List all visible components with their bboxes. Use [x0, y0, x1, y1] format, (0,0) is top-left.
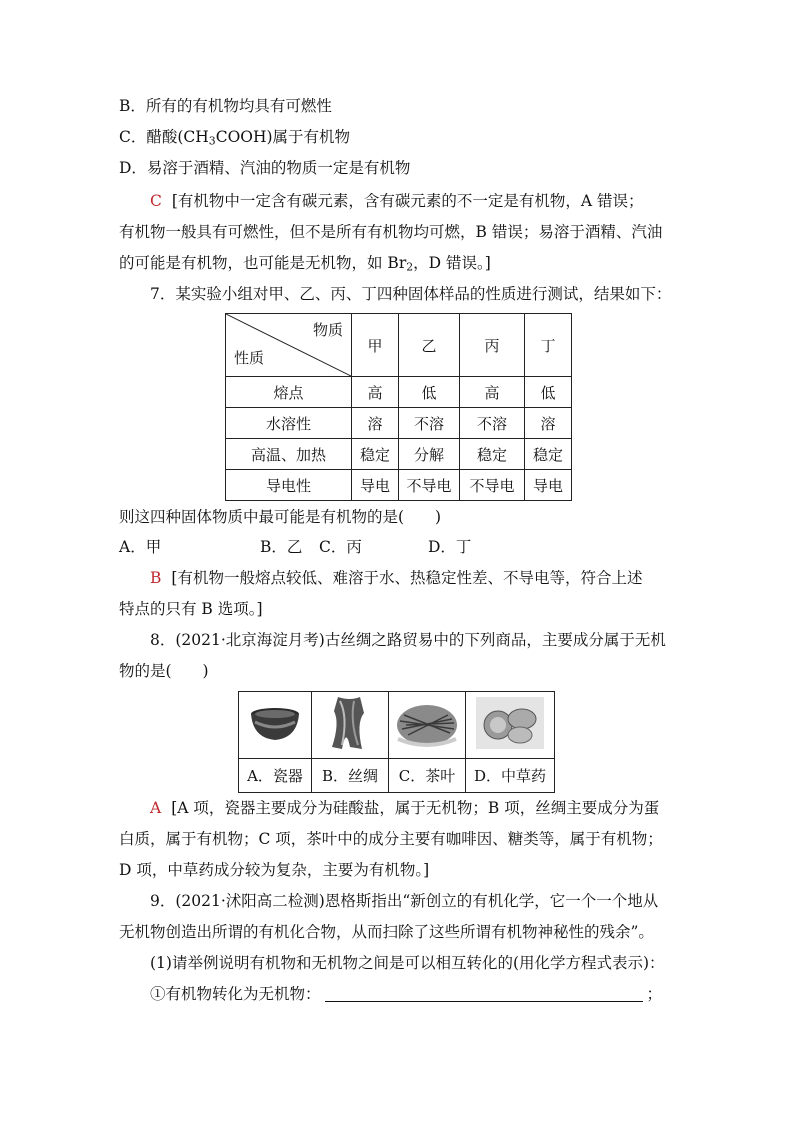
q9-subquestion-2: ①有机物转化为无机物： ；: [150, 985, 663, 1003]
q9-subquestion-1: (1)请举例说明有机物和无机物之间是可以相互转化的(用化学方程式表示)：: [150, 954, 665, 972]
row-label: 水溶性: [226, 408, 352, 439]
table-cell: 低: [525, 377, 572, 408]
table-cell: 溶: [525, 408, 572, 439]
table-cell: 不导电: [460, 470, 525, 501]
q6-explanation-3: 的可能是有机物，也可能是无机物，如 $Br_2$，D 错误。]: [119, 254, 491, 274]
q8-stem-2: 物的是( ): [119, 662, 209, 680]
table-cell: 高: [460, 377, 525, 408]
q6-option-d: D．易溶于酒精、汽油的物质一定是有机物: [119, 159, 411, 177]
q7-explanation-1: B [有机物一般熔点较低、难溶于水、热稳定性差、不导电等，符合上述: [150, 569, 643, 587]
table-cell: 导电: [525, 470, 572, 501]
table-cell: 稳定: [525, 439, 572, 470]
q9-stem-1: 9．(2021·沭阳高二检测)恩格斯指出“新创立的有机化学，它一个一个地从: [150, 892, 659, 910]
table-cell: 高: [352, 377, 399, 408]
table-cell: 导电: [352, 470, 399, 501]
table-corner: [226, 314, 352, 377]
q6-option-b: B．所有的有机物均具有可燃性: [119, 97, 332, 115]
q9-stem-2: 无机物创造出所谓的有机化合物，从而扫除了这些所谓有机物神秘性的残余”。: [119, 923, 654, 941]
option-caption: C．茶叶: [389, 759, 466, 793]
column-header: 甲: [352, 314, 399, 377]
tea-leaves-image: [389, 692, 466, 759]
row-label: 高温、加热: [226, 439, 352, 470]
option-caption: A．瓷器: [239, 759, 312, 793]
q8-explanation-2: 白质，属于有机物；C 项，茶叶中的成分主要有咖啡因、糖类等，属于有机物；: [119, 830, 663, 848]
answer-blank[interactable]: [325, 985, 643, 1002]
row-label: 导电性: [226, 470, 352, 501]
q7-question: 则这四种固体物质中最可能是有机物的是( ): [119, 508, 442, 526]
table-cell: 稳定: [352, 439, 399, 470]
silk-scarf-image: [312, 692, 389, 759]
table-cell: 不溶: [460, 408, 525, 439]
column-header: 丙: [460, 314, 525, 377]
table-cell: 低: [399, 377, 460, 408]
row-label: 熔点: [226, 377, 352, 408]
table-row: [226, 377, 572, 408]
q7-properties-table: [225, 313, 572, 501]
q6-answer: C: [150, 192, 162, 210]
column-header: 乙: [399, 314, 460, 377]
q8-answer: A: [150, 799, 162, 817]
table-row: [226, 470, 572, 501]
q7-option-b: B．乙: [260, 538, 303, 556]
porcelain-bowl-image: [239, 692, 312, 759]
q6-explanation-2: 有机物一般具有可燃性，但不是所有有机物均可燃，B 错误；易溶于酒精、汽油: [119, 223, 663, 241]
corner-substance-label: 物质: [312, 321, 343, 339]
q7-explanation-2: 特点的只有 B 选项。]: [119, 600, 263, 618]
column-header: 丁: [525, 314, 572, 377]
q7-option-a: A．甲: [119, 538, 162, 556]
q8-explanation-1: A [A 项，瓷器主要成分为硅酸盐，属于无机物；B 项，丝绸主要成分为蛋: [150, 799, 660, 817]
q8-goods-table: [238, 691, 555, 793]
q8-explanation-3: D 项，中草药成分较为复杂，主要为有机物。]: [119, 861, 430, 879]
table-cell: 不溶: [399, 408, 460, 439]
q7-answer: B: [150, 569, 162, 587]
option-caption: D．中草药: [466, 759, 555, 793]
table-row: [226, 408, 572, 439]
q6-option-c: C．醋酸$(CH_3COOH)$属于有机物: [119, 128, 351, 148]
option-caption: B．丝绸: [312, 759, 389, 793]
table-cell: 不导电: [399, 470, 460, 501]
q8-stem-1: 8．(2021·北京海淀月考)古丝绸之路贸易中的下列商品，主要成分属于无机: [150, 631, 666, 649]
table-cell: 溶: [352, 408, 399, 439]
q7-option-c: C．丙: [319, 538, 362, 556]
table-cell: 稳定: [460, 439, 525, 470]
q6-explanation-1: C [有机物中一定含有碳元素，含有碳元素的不一定是有机物，A 错误；: [150, 192, 644, 210]
table-row: [226, 439, 572, 470]
corner-property-label: 性质: [234, 349, 265, 367]
q7-option-d: D．丁: [428, 538, 472, 556]
table-cell: 分解: [399, 439, 460, 470]
q7-stem: 7．某实验小组对甲、乙、丙、丁四种固体样品的性质进行测试，结果如下：: [150, 285, 672, 303]
herbal-medicine-image: [466, 692, 555, 759]
